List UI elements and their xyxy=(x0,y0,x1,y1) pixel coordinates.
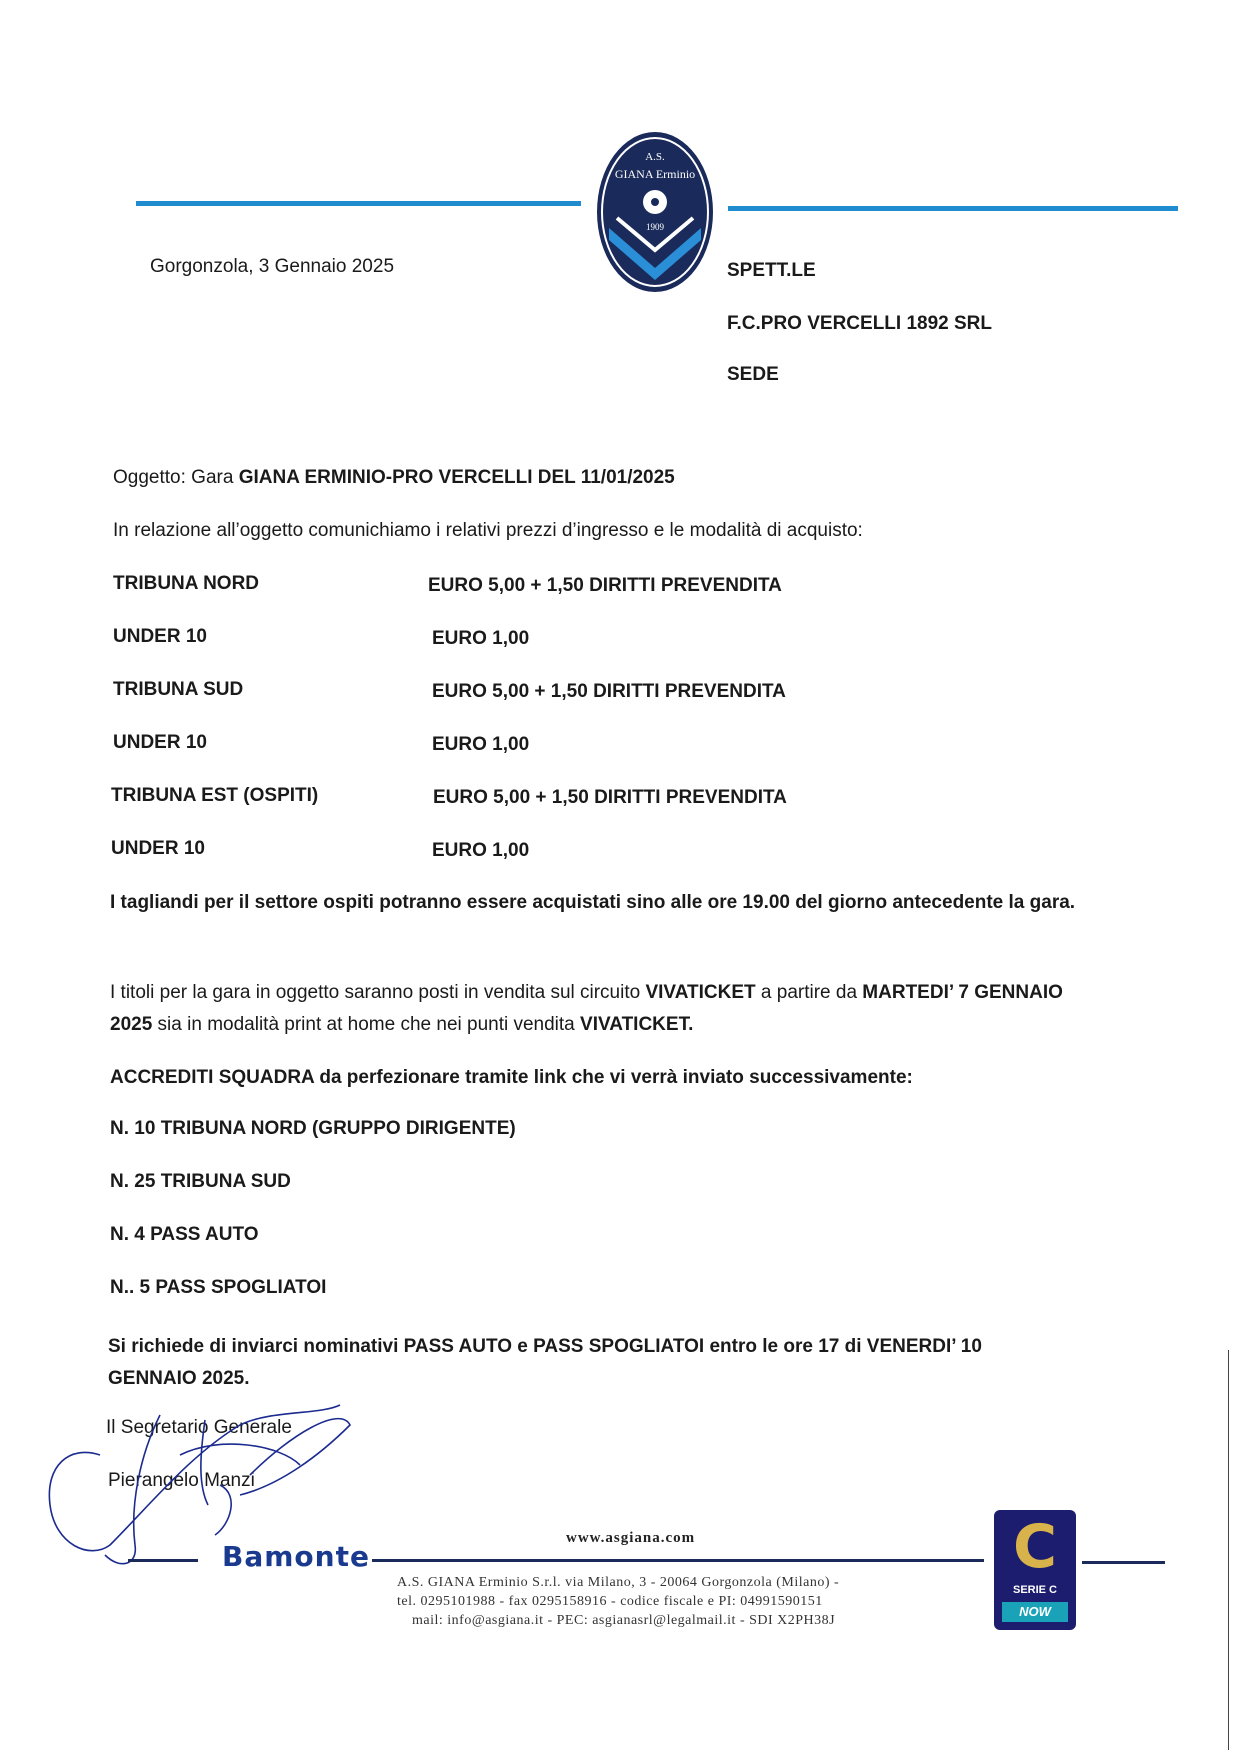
sale-text-1: I titoli per la gara in oggetto saranno posti in vendita sul circuito xyxy=(110,982,646,1003)
request-text: Si richiede di inviarci nominativi PASS AUTO e PASS SPOGLIATOI entro le ore 17 di VENERDI’ 10 GENNAIO 2025. xyxy=(108,1336,982,1389)
subject-line xyxy=(113,467,675,489)
price-value: EURO 1,00 xyxy=(432,734,530,755)
price-sector: UNDER 10 xyxy=(113,626,207,647)
price-value: EURO 1,00 xyxy=(432,628,530,649)
price-sector: UNDER 10 xyxy=(111,838,205,859)
footer-line-right xyxy=(1082,1561,1165,1564)
footer-address-3: mail: info@asgiana.it - PEC: asgianasrl@legalmail.it - SDI X2PH38J xyxy=(412,1613,836,1628)
price-sector: TRIBUNA EST (OSPITI) xyxy=(111,785,319,806)
price-value: EURO 5,00 + 1,50 DIRITTI PREVENDITA xyxy=(433,787,787,808)
subject-prefix: Oggetto: Gara xyxy=(113,467,239,488)
accrediti-heading: ACCREDITI SQUADRA da perfezionare tramite link che vi verrà inviato successivamente: xyxy=(110,1067,913,1088)
accrediti-item: N. 25 TRIBUNA SUD xyxy=(110,1171,291,1192)
letter-date: Gorgonzola, 3 Gennaio 2025 xyxy=(150,256,395,277)
accrediti-item: N. 4 PASS AUTO xyxy=(110,1224,259,1245)
price-sector: TRIBUNA NORD xyxy=(113,573,260,594)
signature-name: Pierangelo Manzi xyxy=(108,1470,255,1491)
accrediti-item: N.. 5 PASS SPOGLIATOI xyxy=(110,1277,327,1298)
logo-text-name: GIANA Erminio xyxy=(614,167,696,181)
sale-bold-1: VIVATICKET xyxy=(645,982,756,1003)
serie-c-letter: C xyxy=(1012,1512,1058,1582)
serie-c-badge xyxy=(994,1510,1076,1630)
sale-text-2: a partire da xyxy=(755,982,863,1003)
recipient-line-2: F.C.PRO VERCELLI 1892 SRL xyxy=(727,313,993,334)
guest-sector-note: I tagliandi per il settore ospiti potranno essere acquistati sino alle ore 19.00 del giorno antecedente la gara. xyxy=(110,892,1076,913)
sale-bold-2: MARTEDI’ 7 GENNAIO 2025 xyxy=(110,982,1063,1035)
footer-website[interactable]: www.asgiana.com xyxy=(566,1530,696,1546)
serie-c-sub: NOW xyxy=(1002,1602,1068,1622)
recipient-line-3: SEDE xyxy=(727,364,779,385)
logo-text-top: A.S. xyxy=(645,151,665,163)
footer-line-mid xyxy=(372,1559,984,1562)
footer-line-left xyxy=(128,1559,198,1562)
price-value: EURO 5,00 + 1,50 DIRITTI PREVENDITA xyxy=(428,575,782,596)
header-line-right xyxy=(728,206,1178,211)
sale-text-3: sia in modalità print at home che nei punti vendita xyxy=(152,1014,581,1035)
signature-role: Il Segretario Generale xyxy=(106,1417,292,1438)
scan-edge-line xyxy=(1228,1350,1229,1750)
price-value: EURO 1,00 xyxy=(432,840,530,861)
footer-address-2: tel. 0295101988 - fax 0295158916 - codice fiscale e PI: 04991590151 xyxy=(397,1594,823,1609)
club-logo xyxy=(595,130,715,295)
accrediti-item: N. 10 TRIBUNA NORD (GRUPPO DIRIGENTE) xyxy=(110,1118,516,1139)
intro-text: In relazione all’oggetto comunichiamo i relativi prezzi d’ingresso e le modalità di acquisto: xyxy=(113,520,863,541)
footer-address-1: A.S. GIANA Erminio S.r.l. via Milano, 3 - 20064 Gorgonzola (Milano) - xyxy=(397,1575,840,1590)
header-line-left xyxy=(136,201,581,206)
price-sector: TRIBUNA SUD xyxy=(113,679,244,700)
subject-main: GIANA ERMINIO-PRO VERCELLI DEL 11/01/2025 xyxy=(238,467,675,488)
logo-year: 1909 xyxy=(646,222,664,232)
serie-c-label: SERIE C xyxy=(1012,1584,1057,1596)
price-value: EURO 5,00 + 1,50 DIRITTI PREVENDITA xyxy=(432,681,786,702)
sponsor-logo: Bamonte xyxy=(222,1540,370,1573)
price-sector: UNDER 10 xyxy=(113,732,207,753)
recipient-line-1: SPETT.LE xyxy=(727,260,816,281)
sale-info xyxy=(110,977,1100,1041)
sale-bold-3: VIVATICKET. xyxy=(580,1014,694,1035)
